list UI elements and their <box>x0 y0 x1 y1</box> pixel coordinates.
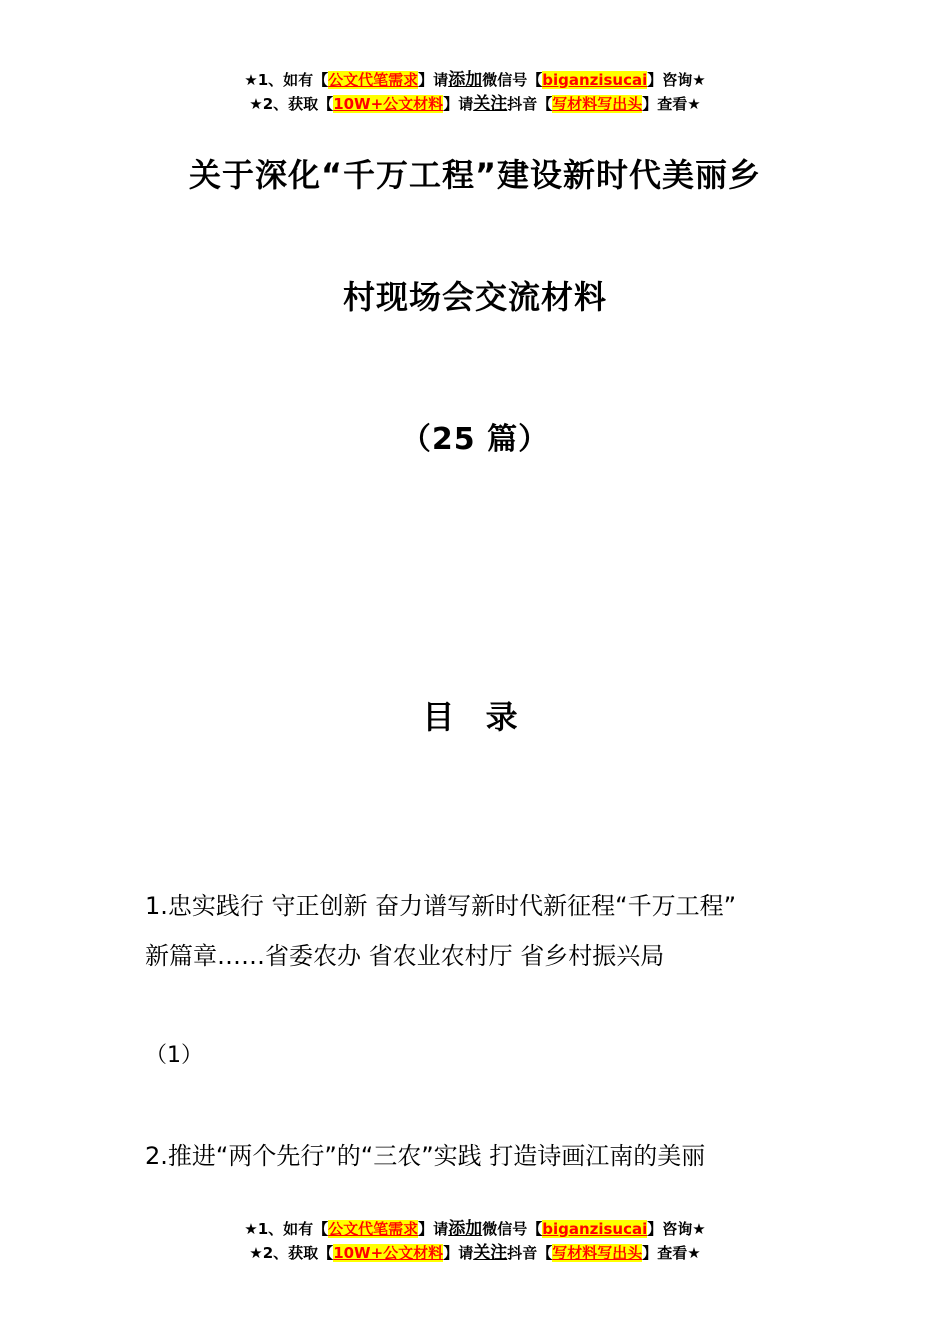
promo-highlight-wechat-id: biganzisucai <box>542 71 648 89</box>
promo-highlight-materials: 10W+公文材料 <box>333 1244 444 1262</box>
document-count: （25 篇） <box>400 422 550 457</box>
promo-line-1: ★1、如有【公文代笔需求】请添加微信号【biganzisucai】咨询★ <box>244 1219 706 1239</box>
promo-highlight-douyin: 写材料写出头 <box>552 95 643 113</box>
promo-line-2: ★2、获取【10W+公文材料】请关注抖音【写材料写出头】查看★ <box>249 94 701 114</box>
promo-highlight-writing-service: 公文代笔需求 <box>328 71 419 89</box>
footer-promo <box>0 1217 950 1265</box>
document-title-line-1: 关于深化“千万工程”建设新时代美丽乡 <box>188 156 762 194</box>
promo-highlight-materials: 10W+公文材料 <box>333 95 444 113</box>
promo-highlight-writing-service: 公文代笔需求 <box>328 1220 419 1238</box>
promo-highlight-wechat-id: biganzisucai <box>542 1220 648 1238</box>
document-title-line-2: 村现场会交流材料 <box>342 278 607 316</box>
toc-item-2-line-1: 2.推进“两个先行”的“三农”实践 打造诗画江南的美丽 <box>145 1142 706 1170</box>
promo-highlight-douyin: 写材料写出头 <box>552 1244 643 1262</box>
toc-item-1-line-1: 1.忠实践行 守正创新 奋力谱写新时代新征程“千万工程” <box>145 892 737 920</box>
toc-item-1-line-2: 新篇章……省委农办 省农业农村厅 省乡村振兴局 <box>145 942 665 970</box>
promo-line-2: ★2、获取【10W+公文材料】请关注抖音【写材料写出头】查看★ <box>249 1243 701 1263</box>
promo-line-1: ★1、如有【公文代笔需求】请添加微信号【biganzisucai】咨询★ <box>244 70 706 90</box>
header-promo <box>0 68 950 116</box>
toc-item-1-page: （1） <box>145 1043 203 1068</box>
toc-heading: 目 录 <box>422 698 528 736</box>
